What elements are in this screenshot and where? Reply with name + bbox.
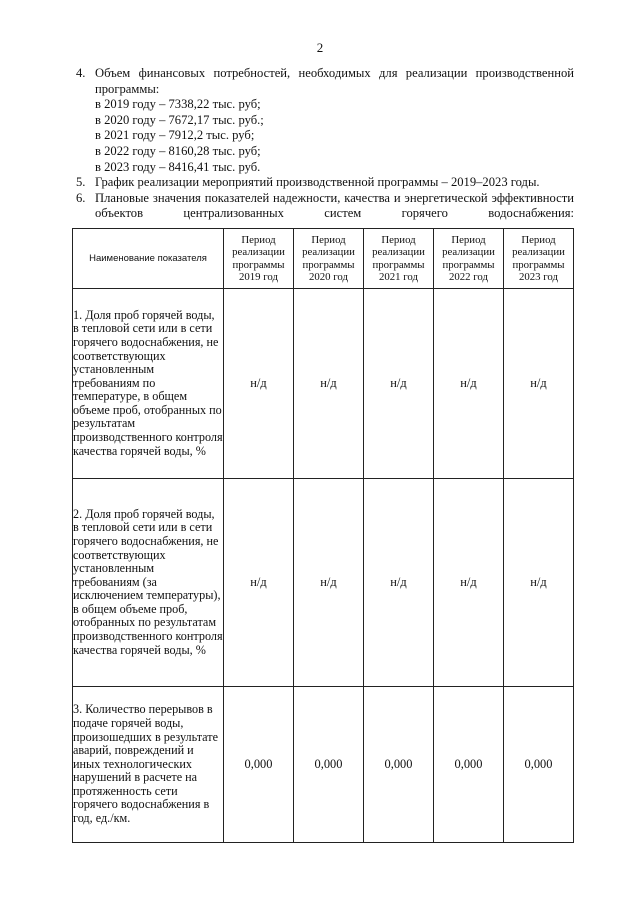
document-body bbox=[76, 66, 574, 222]
indicator-name: 2. Доля проб горячей воды, в тепловой сети или в сети горячего водоснабжения, не соответствующих установленным требованиям (за исключением температуры), в общем объеме проб, отобранных по результатам производственного контроля качества горячей воды, % bbox=[73, 479, 224, 687]
header-line: реализации bbox=[232, 246, 285, 259]
value-2023: н/д bbox=[504, 289, 574, 479]
indicator-name: 3. Количество перерывов в подаче горячей воды, произошедших в результате аварий, повреждений и иных технологических нарушений в расчете на протяженность сети горячего водоснабжения в год, ед./км. bbox=[73, 687, 224, 843]
value-2023: н/д bbox=[504, 479, 574, 687]
header-line: 2020 год bbox=[308, 270, 349, 283]
item-text: Плановые значения показателей надежности, качества и энергетической эффективности объектов централизованных систем горячего водоснабжения: bbox=[95, 190, 574, 221]
table-header-row bbox=[73, 229, 574, 289]
header-line: программы bbox=[302, 258, 355, 271]
header-indicator-name: Наименование показателя bbox=[73, 229, 224, 289]
year-amount-2022: в 2022 году – 8160,28 тыс. руб; bbox=[95, 143, 261, 158]
header-line: 2021 год bbox=[378, 270, 419, 283]
header-line: 2019 год bbox=[238, 270, 279, 283]
header-line: программы bbox=[512, 258, 565, 271]
value-2022: н/д bbox=[434, 289, 504, 479]
item-number: 6. bbox=[76, 190, 86, 205]
table-row bbox=[73, 687, 574, 843]
value-2020: н/д bbox=[294, 289, 364, 479]
header-line: реализации bbox=[442, 246, 495, 259]
item-number: 5. bbox=[76, 175, 86, 190]
value-2019: н/д bbox=[224, 289, 294, 479]
indicators-table bbox=[72, 228, 574, 843]
value-2022: 0,000 bbox=[434, 687, 504, 843]
value-2021: н/д bbox=[364, 289, 434, 479]
value-2021: 0,000 bbox=[364, 687, 434, 843]
year-amount-2023: в 2023 году – 8416,41 тыс. руб. bbox=[95, 159, 261, 174]
header-line: программы bbox=[372, 258, 425, 271]
year-amount-2021: в 2021 году – 7912,2 тыс. руб; bbox=[95, 128, 255, 143]
header-line: программы bbox=[232, 258, 285, 271]
value-2023: 0,000 bbox=[504, 687, 574, 843]
table-row bbox=[73, 479, 574, 687]
table-row bbox=[73, 289, 574, 479]
item-financial-needs bbox=[76, 66, 574, 175]
header-line: реализации bbox=[512, 246, 565, 259]
value-2019: 0,000 bbox=[224, 687, 294, 843]
indicator-name: 1. Доля проб горячей воды, в тепловой сети или в сети горячего водоснабжения, не соответствующих установленным требованиям по температуре, в общем объеме проб, отобранных по результатам производственного контроля качества горячей воды, % bbox=[73, 289, 224, 479]
header-line: реализации bbox=[302, 246, 355, 259]
value-2022: н/д bbox=[434, 479, 504, 687]
value-2020: 0,000 bbox=[294, 687, 364, 843]
header-line: Период bbox=[381, 233, 416, 246]
item-number: 4. bbox=[76, 66, 86, 80]
header-period-2022 bbox=[434, 229, 504, 289]
value-2019: н/д bbox=[224, 479, 294, 687]
header-line: программы bbox=[442, 258, 495, 271]
item-text: График реализации мероприятий производственной программы – 2019–2023 годы. bbox=[95, 175, 540, 190]
page-number: 2 bbox=[316, 40, 324, 55]
value-2020: н/д bbox=[294, 479, 364, 687]
value-2021: н/д bbox=[364, 479, 434, 687]
item-planned-values bbox=[76, 191, 574, 222]
header-line: реализации bbox=[372, 246, 425, 259]
year-amount-2020: в 2020 году – 7672,17 тыс. руб.; bbox=[95, 112, 264, 127]
header-line: Период bbox=[241, 233, 276, 246]
header-line: Период bbox=[521, 233, 556, 246]
header-line: Период bbox=[451, 233, 486, 246]
header-period-2019 bbox=[224, 229, 294, 289]
header-period-2020 bbox=[294, 229, 364, 289]
header-period-2021 bbox=[364, 229, 434, 289]
header-line: 2023 год bbox=[518, 270, 559, 283]
header-line: 2022 год bbox=[448, 270, 489, 283]
item-schedule bbox=[76, 175, 574, 191]
header-period-2023 bbox=[504, 229, 574, 289]
item-text: Объем финансовых потребностей, необходимых для реализации производственной программы: bbox=[95, 66, 574, 96]
year-amount-2019: в 2019 году – 7338,22 тыс. руб; bbox=[95, 97, 261, 112]
header-line: Период bbox=[311, 233, 346, 246]
